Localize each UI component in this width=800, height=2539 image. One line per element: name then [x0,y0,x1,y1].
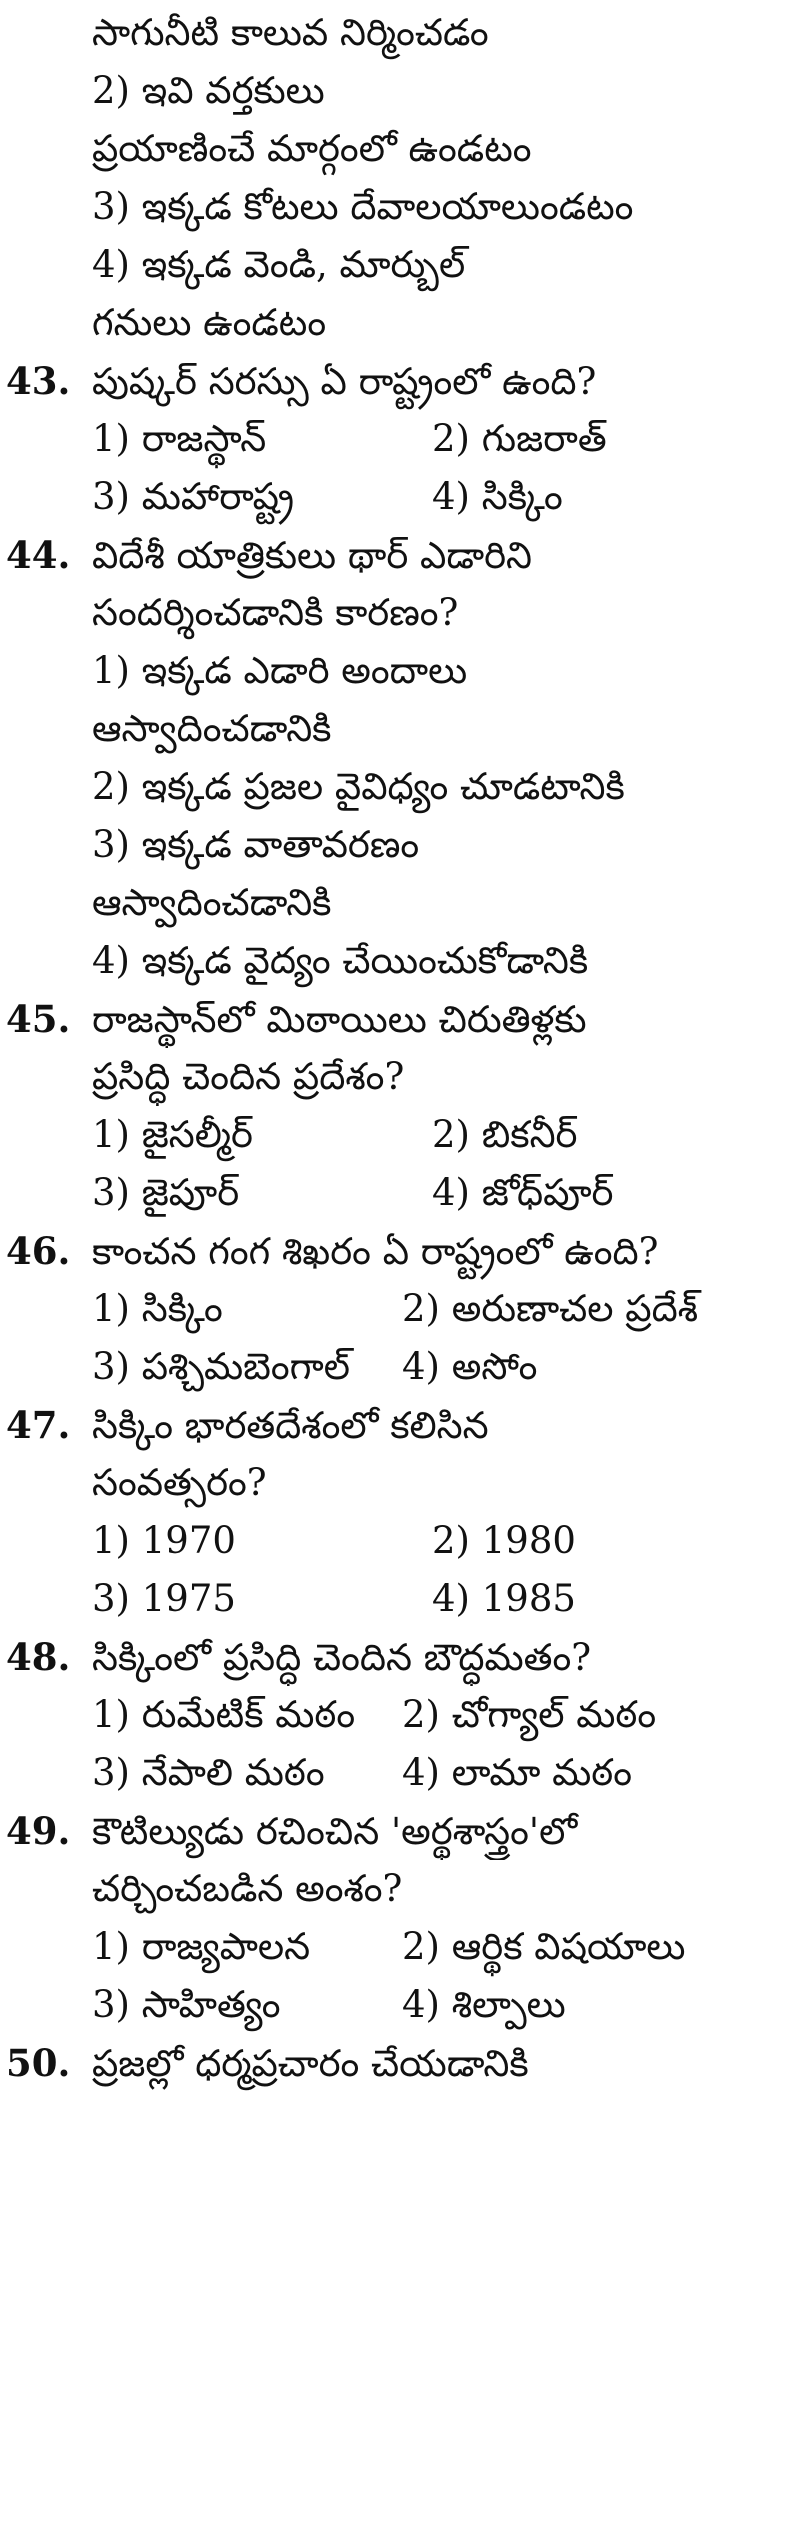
answer-option: 1) రుమేటిక్ మఠం [92,1693,356,1736]
question-block [0,1628,800,1802]
answer-option: 4) జోధ్‌పూర్ [432,1171,614,1214]
options-row [0,1744,800,1802]
question-number: 43. [6,359,71,403]
continuation-line: 2) ఇవి వర్తకులు [92,69,325,112]
question-text [0,1396,800,1454]
options-row [0,468,800,526]
question-block [0,2034,800,2092]
continuation-line: 3) ఇక్కడ కోటలు దేవాలయాలుండటం [92,185,634,228]
options-row [0,1686,800,1744]
question-line: ప్రజల్లో ధర్మప్రచారం చేయడానికి [92,2042,529,2085]
answer-option: 4) శిల్పాలు [402,1983,566,2026]
question-block [0,990,800,1222]
answer-option: 2) బికనీర్ [432,1113,578,1156]
option-line: 2) ఇక్కడ ప్రజల వైవిధ్యం చూడటానికి [92,765,625,808]
question-number: 48. [6,1635,71,1679]
answer-option: 4) 1985 [432,1577,576,1620]
answer-option: 3) సాహిత్యం [92,1983,281,2026]
continuation-line: గనులు ఉండటం [92,301,327,344]
question-text [0,526,800,584]
answer-option: 4) సిక్కిం [432,475,563,518]
question-line: కౌటిల్యుడు రచించిన 'అర్థశాస్త్రం'లో [92,1810,578,1853]
answer-option: 4) అసోం [402,1345,538,1388]
option-line: 4) ఇక్కడ వైద్యం చేయించుకోడానికి [92,939,589,982]
question-block [0,526,800,990]
answer-option: 3) నేపాలి మఠం [92,1751,325,1794]
question-line: రాజస్థాన్‌లో మిఠాయిలు చిరుతిళ్లకు [92,998,587,1041]
question-block [0,1222,800,1396]
answer-option: 3) పశ్చిమబెంగాల్ [92,1345,350,1388]
answer-option: 1) 1970 [92,1519,236,1562]
answer-option: 1) రాజస్థాన్ [92,417,267,460]
options-row [0,1338,800,1396]
continuation-line: సాగునీటి కాలువ నిర్మించడం [92,11,489,54]
continuation-line: 4) ఇక్కడ వెండి, మార్బుల్ [92,243,466,286]
question-line: పుష్కర్ సరస్సు ఏ రాష్ట్రంలో ఉంది? [92,360,597,403]
question-number: 50. [6,2041,71,2085]
question-text [0,1222,800,1280]
question-number: 44. [6,533,71,577]
question-line: విదేశీ యాత్రికులు థార్ ఎడారిని [92,534,532,577]
answer-option: 2) ఆర్థిక విషయాలు [402,1925,686,1968]
options-row [0,1106,800,1164]
question-text [0,1802,800,1860]
options-row [0,1164,800,1222]
options-row [0,1280,800,1338]
continuation-line: ప్రయాణించే మార్గంలో ఉండటం [92,127,532,170]
question-number: 49. [6,1809,71,1853]
question-line: కాంచన గంగ శిఖరం ఏ రాష్ట్రంలో ఉంది? [92,1230,659,1273]
question-line: సంవత్సరం? [92,1461,267,1504]
question-line: సిక్కిం భారతదేశంలో కలిసిన [92,1404,489,1447]
answer-option: 3) మహారాష్ట్ర [92,475,294,518]
answer-option: 2) గుజరాత్ [432,417,607,460]
question-text [0,352,800,410]
options-row [0,1976,800,2034]
question-text [0,990,800,1048]
option-line: ఆస్వాదించడానికి [92,707,332,750]
answer-option: 3) జైపూర్ [92,1171,240,1214]
answer-option: 1) జైసల్మీర్ [92,1113,253,1156]
answer-option: 1) సిక్కిం [92,1287,223,1330]
question-block [0,1802,800,2034]
answer-option: 2) చోగ్యాల్ మఠం [402,1693,657,1736]
options-row [0,1512,800,1570]
options-row [0,1918,800,1976]
question-block [0,1396,800,1628]
option-line: 1) ఇక్కడ ఎడారి అందాలు [92,649,468,692]
question-number: 47. [6,1403,71,1447]
options-row [0,410,800,468]
question-number: 45. [6,997,71,1041]
answer-option: 2) అరుణాచల ప్రదేశ్ [402,1287,699,1330]
answer-option: 1) రాజ్యపాలన [92,1925,311,1968]
question-line: సిక్కింలో ప్రసిద్ధి చెందిన బౌద్ధమతం? [92,1636,592,1679]
question-list [0,352,800,2092]
option-line: ఆస్వాదించడానికి [92,881,332,924]
answer-option: 2) 1980 [432,1519,576,1562]
answer-option: 3) 1975 [92,1577,236,1620]
question-block [0,352,800,526]
options-row [0,1570,800,1628]
question-text [0,2034,800,2092]
question-line: ప్రసిద్ధి చెందిన ప్రదేశం? [92,1055,405,1098]
option-line: 3) ఇక్కడ వాతావరణం [92,823,420,866]
answer-option: 4) లామా మఠం [402,1751,632,1794]
question-line: చర్చించబడిన అంశం? [92,1867,403,1910]
previous-question-continuation [0,4,800,352]
question-number: 46. [6,1229,71,1273]
question-line: సందర్శించడానికి కారణం? [92,591,459,634]
question-text [0,1628,800,1686]
